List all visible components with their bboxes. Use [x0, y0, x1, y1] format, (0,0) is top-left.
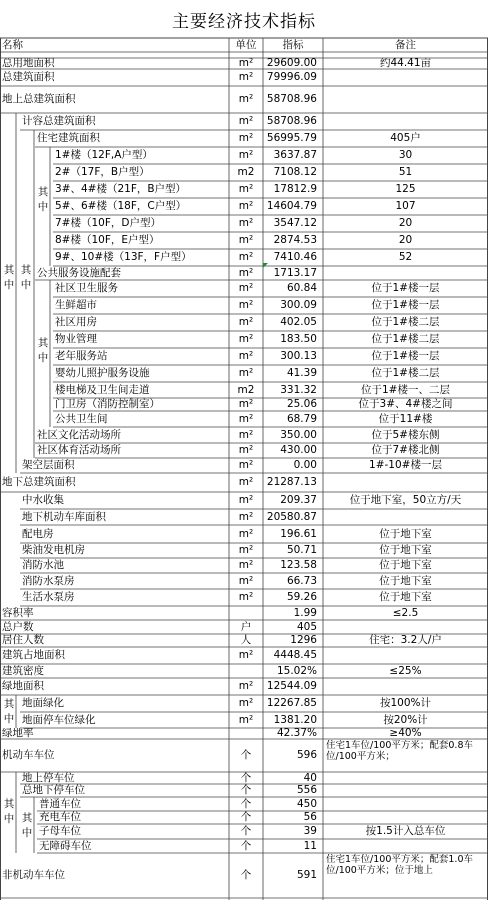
row-value: 17812.9 [273, 183, 317, 196]
row-unit: m² [238, 459, 254, 472]
row-note [323, 772, 488, 784]
row-unit [229, 606, 263, 620]
row-note: 107 [395, 200, 416, 213]
row-unit: 个 [240, 784, 252, 797]
row-value: 60.84 [286, 282, 317, 295]
row-name: 地面停车位绿化 [22, 713, 96, 726]
row-note [323, 266, 488, 280]
row-value: 66.73 [286, 574, 317, 587]
row-name: 柴油发电机房 [22, 544, 85, 557]
row-unit: 个 [240, 825, 252, 838]
row-name: 总地下停车位 [22, 784, 85, 797]
row-value: 25.06 [286, 398, 317, 411]
row-unit: 个 [240, 797, 252, 810]
row-unit: 个 [240, 869, 252, 882]
row-name: 8#楼（10F，E户型） [55, 234, 160, 247]
row-unit: m² [238, 559, 254, 572]
row-value: 58708.96 [266, 93, 317, 106]
row-name: 充电车位 [39, 811, 81, 824]
row-note: 住宅：3.2人/户 [369, 634, 442, 647]
row-value: 39 [303, 825, 317, 838]
row-value: 402.05 [280, 316, 317, 329]
group-label-qizhong: 其中 [3, 698, 15, 725]
row-value: 3637.87 [273, 149, 317, 162]
row-name: 居住人数 [2, 634, 44, 647]
row-unit: 个 [240, 772, 252, 784]
row-note [323, 797, 488, 811]
row-name: 公共卫生间 [55, 412, 108, 425]
row-name: 社区体育活动场所 [37, 444, 121, 457]
group-label-qizhong: 其中 [3, 798, 15, 825]
row-value: 0.00 [293, 459, 317, 472]
row-name: 地下总建筑面积 [2, 476, 76, 489]
row-note: 位于1#楼一层 [371, 282, 440, 295]
row-value: 68.79 [286, 412, 317, 425]
row-note: 位于7#楼北侧 [371, 444, 440, 457]
row-name: 绿地面积 [2, 680, 44, 693]
row-unit: m² [238, 299, 254, 312]
row-value: 42.37% [276, 728, 317, 739]
row-value: 12267.85 [266, 697, 317, 710]
row-name: 2#（17F，B户型） [55, 166, 150, 179]
row-value: 58708.96 [266, 115, 317, 128]
row-value: 350.00 [280, 428, 317, 441]
row-value: 596 [296, 749, 317, 762]
row-unit: m² [238, 680, 254, 693]
row-value: 209.37 [280, 494, 317, 507]
row-note: 位于地下室 [379, 528, 432, 541]
row-unit: m² [238, 71, 254, 84]
group-label-qizhong: 其中 [21, 812, 33, 839]
row-name: 非机动车车位 [2, 869, 65, 882]
row-name: 地面绿化 [22, 697, 64, 710]
row-unit: m2 [237, 166, 255, 179]
header-name: 名称 [2, 38, 23, 51]
row-value: 591 [296, 869, 317, 882]
row-note: 20 [398, 234, 413, 247]
row-name: 地下机动车库面积 [22, 510, 106, 523]
page-title: 主要经济技术指标 [172, 11, 316, 32]
row-name: 公共服务设施配套 [37, 266, 121, 279]
row-value: 15.02% [276, 664, 317, 677]
row-value: 29609.00 [266, 58, 317, 69]
row-name: 物业管理 [55, 333, 97, 346]
row-name: 地上总建筑面积 [2, 93, 76, 106]
row-value: 300.13 [280, 350, 317, 363]
row-name: 架空层面积 [22, 459, 75, 472]
row-unit: m² [238, 115, 254, 128]
row-name: 子母车位 [39, 825, 81, 838]
row-note: 51 [398, 166, 413, 179]
row-note: 位于地下室，50立方/天 [349, 494, 462, 507]
row-note: ≥40% [389, 728, 422, 739]
row-value: 40 [303, 772, 317, 784]
row-note: ≤2.5 [392, 606, 419, 619]
row-value: 183.50 [280, 333, 317, 346]
row-unit: m² [238, 428, 254, 441]
row-value: 7108.12 [273, 166, 317, 179]
group-label-qizhong: 其中 [3, 264, 15, 291]
row-name: 消防水泵房 [22, 574, 75, 587]
row-value: 21287.13 [266, 476, 317, 489]
row-note: 52 [398, 251, 413, 264]
group-label-qizhong: 其中 [20, 264, 32, 291]
header-value: 指标 [282, 38, 304, 51]
row-value: 300.09 [280, 299, 317, 312]
row-unit: m² [238, 333, 254, 346]
row-value: 1.99 [293, 606, 317, 619]
row-note [323, 473, 488, 492]
row-value: 405 [296, 620, 317, 633]
row-value: 50.71 [286, 544, 317, 557]
row-note: ≤25% [389, 664, 422, 677]
row-unit: m² [238, 149, 254, 162]
row-unit: m² [238, 444, 254, 457]
row-note: 30 [398, 149, 413, 162]
row-note: 125 [395, 183, 416, 196]
row-name: 普通车位 [39, 797, 81, 810]
row-name: 绿地率 [2, 728, 34, 739]
row-note: 位于11#楼 [378, 412, 433, 425]
row-value: 2874.53 [273, 234, 317, 247]
row-note: 按20%计 [383, 713, 428, 726]
row-value: 196.61 [280, 528, 317, 541]
row-note: 位于地下室 [379, 574, 432, 587]
row-note [323, 113, 488, 130]
row-name: 消防水池 [22, 559, 64, 572]
row-note [323, 509, 488, 525]
row-note [323, 69, 488, 86]
row-name: 9#、10#楼（13F，F户型） [55, 251, 192, 264]
row-note: 位于1#楼一层 [371, 299, 440, 312]
row-unit: 人 [240, 634, 252, 647]
row-name: 机动车车位 [2, 749, 55, 762]
row-value: 4448.45 [273, 649, 317, 662]
row-name: 生活水泵房 [22, 591, 75, 604]
row-name: 建筑占地面积 [2, 649, 65, 662]
row-value: 450 [296, 797, 317, 810]
row-name: 配电房 [22, 528, 54, 541]
row-name: 楼电梯及卫生间走道 [55, 383, 150, 396]
row-name: 1#楼（12F,A户型） [55, 149, 153, 162]
row-name: 社区卫生服务 [55, 282, 118, 295]
row-value: 430.00 [280, 444, 317, 457]
row-note: 按1.5计入总车位 [365, 825, 446, 838]
row-name: 总建筑面积 [2, 71, 55, 84]
row-value: 331.32 [280, 383, 317, 396]
row-name: 门卫房（消防控制室） [55, 398, 160, 411]
row-note: 位于地下室 [379, 591, 432, 604]
row-value: 1381.20 [273, 713, 317, 726]
row-name: 容积率 [2, 606, 34, 619]
row-note [323, 678, 488, 695]
row-value: 3547.12 [273, 217, 317, 230]
row-value: 41.39 [286, 367, 317, 380]
row-value: 59.26 [286, 591, 317, 604]
row-note: 位于1#楼二层 [371, 333, 440, 346]
row-unit: m² [238, 574, 254, 587]
row-note: 按100%计 [379, 697, 432, 710]
row-unit: m² [238, 398, 254, 411]
row-unit: m² [238, 476, 254, 489]
row-note [323, 647, 488, 664]
row-value: 1713.17 [273, 266, 317, 279]
row-note [323, 620, 488, 634]
row-unit: m² [238, 528, 254, 541]
row-name: 总用地面积 [2, 58, 55, 69]
row-note: 位于1#楼一、二层 [361, 383, 450, 396]
row-value: 11 [303, 839, 317, 852]
row-note: 位于地下室 [379, 544, 432, 557]
row-note: 位于5#楼东侧 [371, 428, 440, 441]
row-unit: 个 [240, 839, 252, 852]
row-note: 20 [398, 217, 413, 230]
row-value: 1296 [290, 634, 317, 647]
row-name: 婴幼儿照护服务设施 [55, 367, 150, 380]
row-unit: m² [238, 217, 254, 230]
row-name: 无障碍车位 [39, 839, 92, 852]
row-unit: m² [238, 350, 254, 363]
row-name: 总户数 [2, 620, 34, 633]
row-note: 位于地下室 [379, 559, 432, 572]
row-note: 住宅1车位/100平方米；配套0.8车位/100平方米； [326, 740, 473, 762]
row-unit: m2 [237, 383, 255, 396]
row-note [323, 784, 488, 797]
row-name: 老年服务站 [55, 350, 108, 363]
row-note [323, 86, 488, 113]
row-unit: m² [238, 58, 254, 69]
row-note: 位于3#、4#楼之间 [358, 398, 453, 411]
row-unit: m² [238, 93, 254, 106]
row-note: 住宅1车位/100平方米；配套1.0车位/100平方米；位于地上 [326, 854, 473, 876]
row-value: 14604.79 [266, 200, 317, 213]
row-unit: m² [238, 544, 254, 557]
row-unit [229, 728, 263, 739]
row-unit: m² [238, 412, 254, 425]
row-name: 5#、6#楼（18F，C户型） [55, 200, 187, 213]
row-unit: 个 [240, 811, 252, 824]
row-unit: m² [238, 510, 254, 523]
row-note: 405户 [390, 132, 421, 145]
row-unit: m² [238, 649, 254, 662]
row-value: 7410.46 [273, 251, 317, 264]
row-note: 约44.41亩 [379, 58, 432, 69]
row-note: 位于1#楼一层 [371, 350, 440, 363]
row-value: 556 [296, 784, 317, 797]
row-unit [229, 664, 263, 678]
header-unit: 单位 [235, 38, 257, 51]
row-note: 位于1#楼二层 [371, 367, 440, 380]
row-unit: 户 [240, 620, 252, 633]
row-name: 地上停车位 [22, 772, 75, 784]
group-label-qizhong: 其中 [37, 337, 49, 364]
row-unit: m² [238, 200, 254, 213]
group-label-qizhong: 其中 [37, 186, 49, 213]
row-unit: m² [238, 367, 254, 380]
row-unit: m² [238, 713, 254, 726]
row-value: 56995.79 [266, 132, 317, 145]
row-name: 中水收集 [22, 494, 64, 507]
row-value: 123.58 [280, 559, 317, 572]
header-note: 备注 [395, 38, 416, 51]
row-name: 社区文化活动场所 [37, 428, 121, 441]
row-unit: m² [238, 234, 254, 247]
row-note: 位于1#楼二层 [371, 316, 440, 329]
row-value: 20580.87 [266, 510, 317, 523]
row-unit: m² [238, 251, 254, 264]
row-name: 计容总建筑面积 [22, 115, 96, 128]
row-name: 社区用房 [55, 316, 97, 329]
row-name: 生鲜超市 [55, 299, 97, 312]
row-unit: m² [238, 591, 254, 604]
row-value: 56 [303, 811, 317, 824]
row-unit: m² [238, 266, 254, 279]
row-note [323, 811, 488, 824]
row-name: 建筑密度 [2, 664, 44, 677]
row-unit: m² [238, 282, 254, 295]
row-value: 12544.09 [266, 680, 317, 693]
row-unit: m² [238, 697, 254, 710]
row-name: 7#楼（10F，D户型） [55, 217, 161, 230]
row-unit: m² [238, 316, 254, 329]
row-unit: m² [238, 494, 254, 507]
row-note [323, 839, 488, 853]
row-unit: m² [238, 183, 254, 196]
row-note: 1#-10#楼一层 [369, 459, 442, 472]
row-name: 3#、4#楼（21F，B户型） [55, 183, 187, 196]
row-unit: 个 [240, 749, 252, 762]
row-value: 79996.09 [266, 71, 317, 84]
row-unit: m² [238, 132, 254, 145]
row-name: 住宅建筑面积 [37, 132, 100, 145]
